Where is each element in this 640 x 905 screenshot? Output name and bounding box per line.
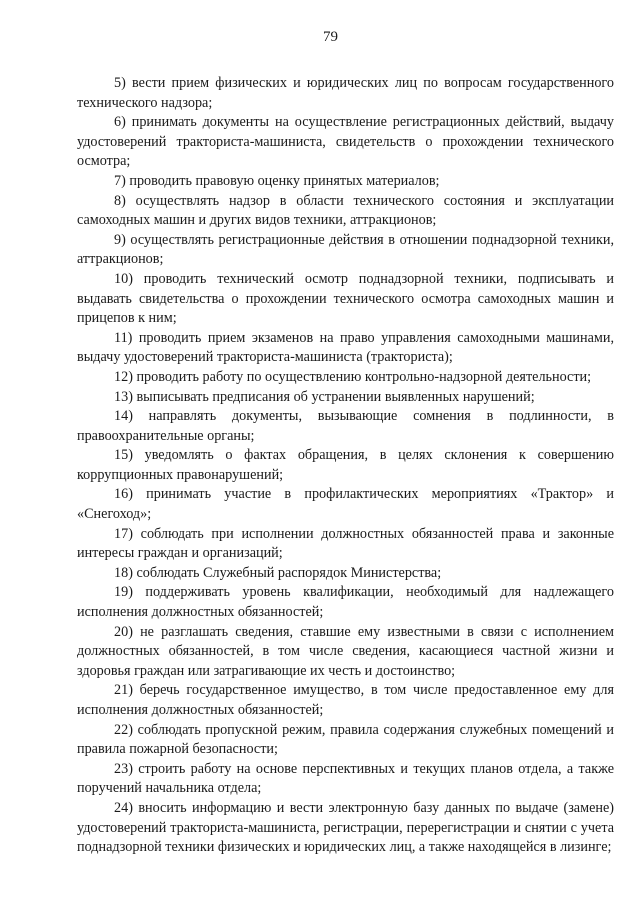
duty-item-9: 9) осуществлять регистрационные действия в отношении поднадзорной техники, аттракционов; bbox=[77, 231, 614, 268]
duty-item-15: 15) уведомлять о фактах обращения, в целях склонения к совершению коррупционных правонарушений; bbox=[77, 447, 614, 483]
duty-item-14: 14) направлять документы, вызывающие сомнения в подлинности, в правоохранительные органы; bbox=[77, 408, 614, 444]
duty-item-23: 23) строить работу на основе перспективных и текущих планов отдела, а также поручений начальника отдела; bbox=[77, 760, 614, 797]
duty-item-12: 12) проводить работу по осуществлению контрольно-надзорной деятельности; bbox=[114, 368, 592, 385]
duty-item-13: 13) выписывать предписания об устранении выявленных нарушений; bbox=[114, 388, 535, 405]
duty-item-17: 17) соблюдать при исполнении должностных обязанностей права и законные интересы граждан и организаций; bbox=[77, 525, 614, 562]
duty-item-20: 20) не разглашать сведения, ставшие ему известными в связи с исполнением должностных обязанностей, в том числе сведения, касающиеся частной жизни и здоровья граждан или затрагивающие их честь и достоинство; bbox=[77, 623, 614, 679]
duty-item-24: 24) вносить информацию и вести электронную базу данных по выдаче (замене) удостоверений тракториста-машиниста, регистрации, перерегистрации и снятии с учета поднадзорной техники физических и юридических лиц, а также находящейся в лизинге; bbox=[77, 799, 614, 856]
duty-item-11: 11) проводить прием экзаменов на право управления самоходными машинами, выдачу удостоверений тракториста-машиниста (тракториста); bbox=[77, 329, 614, 366]
duty-item-19: 19) поддерживать уровень квалификации, необходимый для надлежащего исполнения должностных обязанностей; bbox=[77, 584, 614, 621]
duty-item-16: 16) принимать участие в профилактических мероприятиях «Трактор» и «Снегоход»; bbox=[77, 486, 614, 523]
duty-item-8: 8) осуществлять надзор в области технического состояния и эксплуатации самоходных машин и других видов техники, аттракционов; bbox=[77, 192, 614, 229]
duty-item-18: 18) соблюдать Служебный распорядок Министерства; bbox=[114, 564, 442, 581]
duty-item-22: 22) соблюдать пропускной режим, правила содержания служебных помещений и правила пожарной безопасности; bbox=[77, 721, 614, 758]
page-number: 79 bbox=[323, 29, 338, 45]
duty-item-5: 5) вести прием физических и юридических лиц по вопросам государственного технического надзора; bbox=[77, 75, 614, 111]
duty-item-6: 6) принимать документы на осуществление регистрационных действий, выдачу удостоверений тракториста-машиниста, свидетельств о прохождении технического осмотра; bbox=[77, 114, 614, 170]
duty-item-21: 21) беречь государственное имущество, в том числе предоставленное ему для исполнения должностных обязанностей; bbox=[77, 682, 614, 718]
duties-list bbox=[77, 74, 614, 858]
duty-item-7: 7) проводить правовую оценку принятых материалов; bbox=[114, 172, 440, 189]
duty-item-10: 10) проводить технический осмотр поднадзорной техники, подписывать и выдавать свидетельства о прохождении технического осмотра самоходных машин и прицепов к ним; bbox=[77, 270, 614, 327]
